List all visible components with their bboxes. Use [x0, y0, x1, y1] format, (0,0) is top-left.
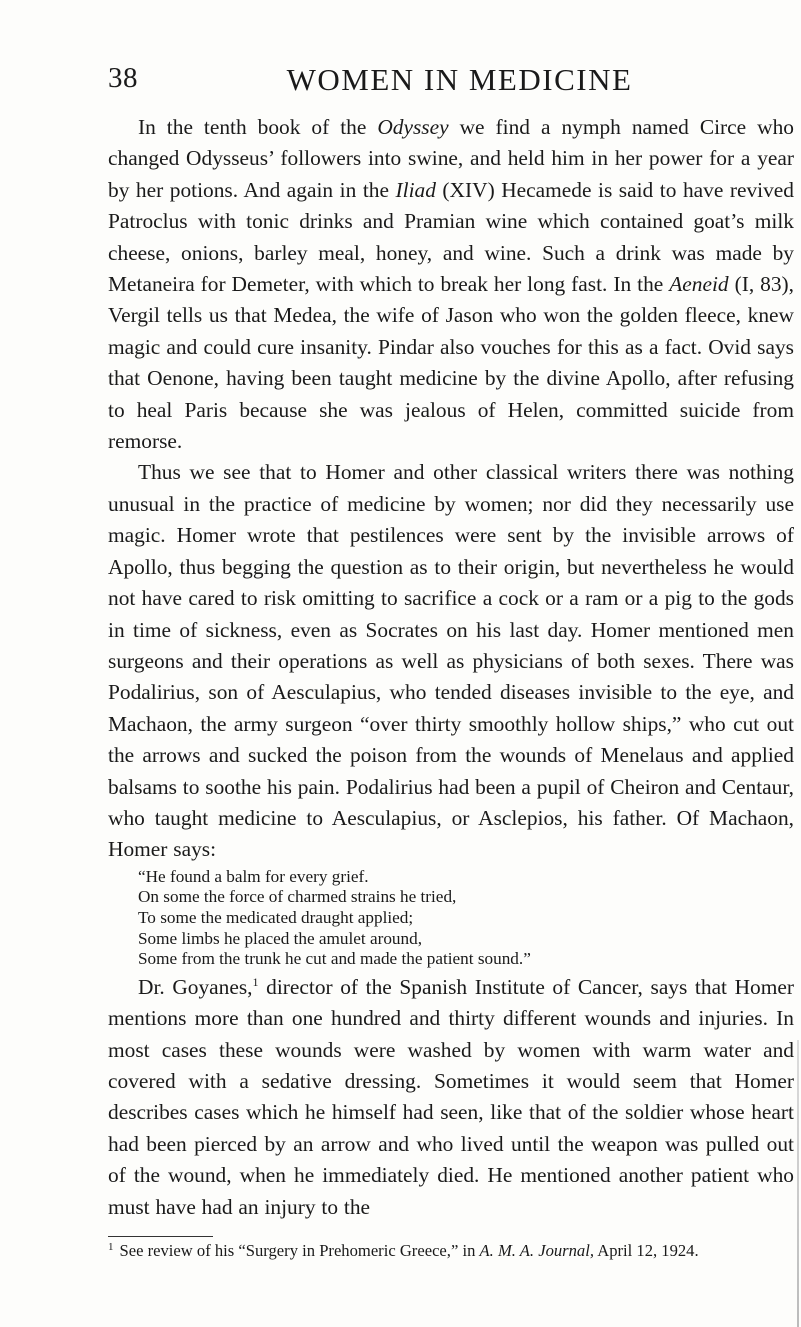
text-span: (I, 83), Vergil tells us that Medea, the wife of Jason who won the golden fleece, knew magic and could cure insanity. Pindar also vouches for this as a fact. Ovid says that Oenone, having been taught medicine by the divine Apollo, after refusing to heal Paris because she was jealous of Helen, committed suicide from remorse.: [108, 272, 794, 454]
paragraph-3: [108, 972, 794, 1223]
page-edge-shadow: [797, 1040, 799, 1327]
footnote-divider: [108, 1236, 213, 1237]
paragraph-2: Thus we see that to Homer and other classical writers there was nothing unusual in the practice of medicine by women; nor did they necessarily use magic. Homer wrote that pestilences were sent by the invisible arrows of Apollo, thus begging the question as to their origin, but nevertheless he would not have cared to risk omitting to sacrifice a cock or a ram or a pig to the gods in time of sickness, even as Socrates on his last day. Homer mentioned men surgeons and their operations as well as physicians of both sexes. There was Podalirius, son of Aesculapius, who tended diseases invisible to the eye, and Machaon, the army surgeon “over thirty smoothly hollow ships,” who cut out the arrows and sucked the poison from the wounds of Menelaus and applied balsams to soothe his pain. Podalirius had been a pupil of Cheiron and Centaur, who taught medicine to Aesculapius, or Asclepios, his father. Of Machaon, Homer says:: [108, 460, 794, 862]
text-span: (XIV) Hecamede is said to have revived Patroclus with tonic drinks and Pramian wine which contained goat’s milk cheese, onions, barley meal, honey, and wine. Such a drink was made by Metaneira for Demeter, with which to break her long fast. In the: [108, 177, 794, 297]
footnote-reference[interactable]: 1: [252, 974, 259, 989]
footnote: [108, 1241, 794, 1261]
quote-line: On some the force of charmed strains he tried,: [138, 887, 457, 907]
italic-title-odyssey: Odyssey: [377, 115, 449, 139]
block-quote: [138, 866, 794, 972]
quote-line: “He found a balm for every grief.: [138, 866, 369, 886]
text-span: Dr. Goyanes,: [138, 974, 253, 999]
footnote-text: See review of his “Surgery in Prehomeric Greece,” in: [119, 1241, 480, 1260]
quote-line: To some the medicated draught applied;: [138, 907, 414, 927]
running-head: WOMEN IN MEDICINE: [286, 62, 633, 97]
italic-title-iliad: Iliad: [395, 177, 436, 202]
footnote-text: April 12, 1924.: [593, 1241, 699, 1260]
body-text: [108, 112, 794, 1223]
footnote-journal-title: A. M. A. Journal,: [479, 1241, 594, 1260]
quote-line: Some limbs he placed the amulet around,: [138, 928, 422, 948]
text-span: In the tenth book of the: [138, 115, 378, 139]
italic-title-aeneid: Aeneid: [669, 272, 729, 297]
text-span: director of the Spanish Institute of Cancer, says that Homer mentions more than one hundred and thirty different wounds and injuries. In most cases these wounds were washed by women with warm water and covered with a sedative dressing. Sometimes it would seem that Homer describes cases which he himself had seen, like that of the soldier whose heart had been pierced by an arrow and who lived until the weapon was pulled out of the wound, when he immediately died. He mentioned another patient who must have had an injury to the: [108, 974, 794, 1219]
page-number: 38: [108, 62, 138, 94]
footnote-mark: 1: [108, 1241, 114, 1253]
text-span: we find a nymph named Circe who changed Odysseus’ followers into swine, and held him in her power for a year by her potions. And again in the: [108, 115, 794, 202]
paragraph-1: [108, 112, 794, 457]
page-header: [108, 62, 771, 112]
quote-line: Some from the trunk he cut and made the patient sound.”: [138, 949, 531, 969]
